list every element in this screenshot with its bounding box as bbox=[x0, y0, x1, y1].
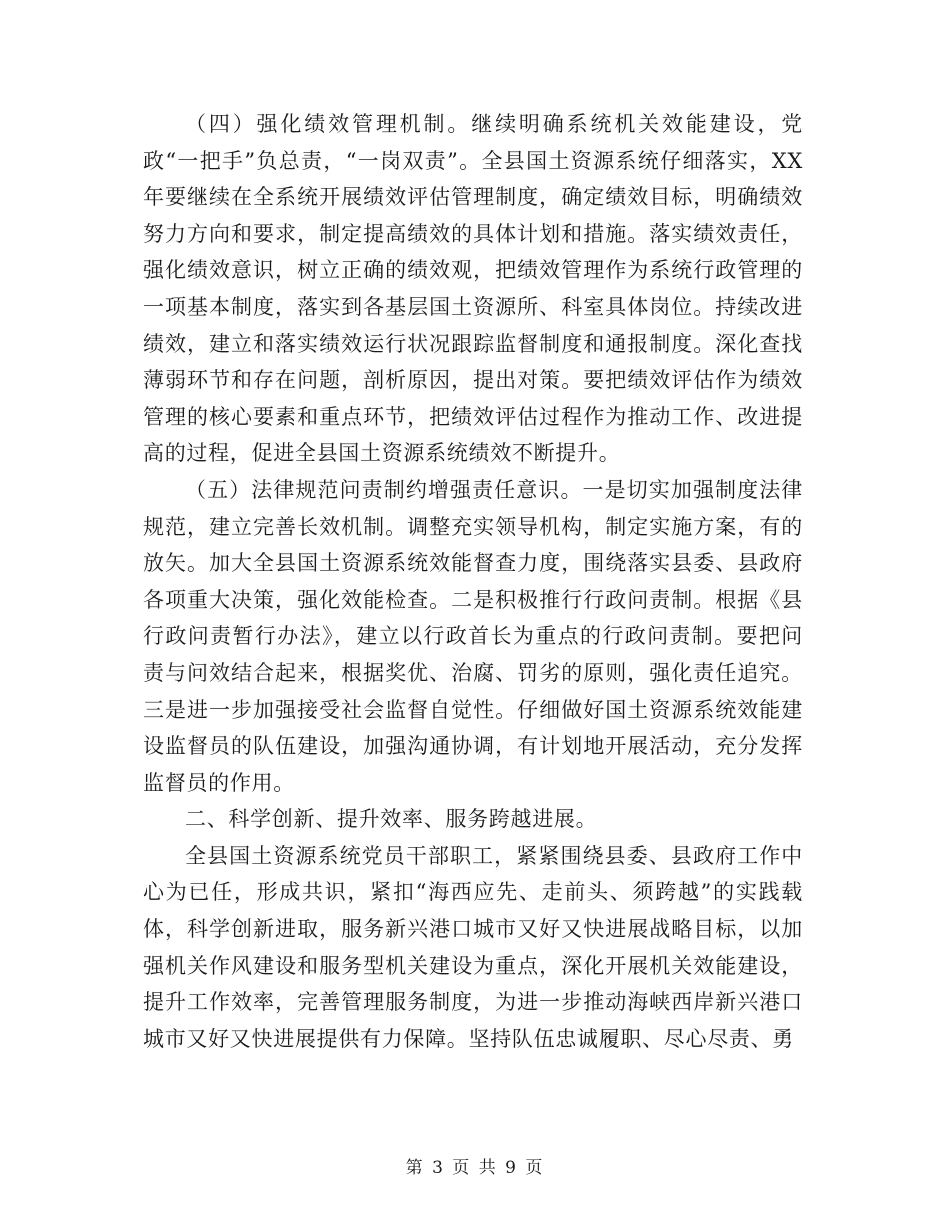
page-number-footer: 第 3 页 共 9 页 bbox=[405, 1158, 545, 1178]
paragraph-performance-management: （四）强化绩效管理机制。继续明确系统机关效能建设，党政“一把手”负总责，“一岗双责”。全县国土资源系统仔细落实，XX年要继续在全系统开展绩效评估管理制度，确定绩效目标，明确绩效努力方向和要求，制定提高绩效的具体计划和措施。落实绩效责任，强化绩效意识，树立正确的绩效观，把绩效管理作为系统行政管理的一项基本制度，落实到各基层国土资源所、科室具体岗位。持续改进绩效，建立和落实绩效运行状况跟踪监督制度和通报制度。深化查找薄弱环节和存在问题，剖析原因，提出对策。要把绩效评估作为绩效管理的核心要素和重点环节，把绩效评估过程作为推动工作、改进提高的过程，促进全县国土资源系统绩效不断提升。 bbox=[143, 112, 803, 466]
document-body bbox=[143, 106, 803, 1057]
paragraph-legal-accountability: （五）法律规范问责制约增强责任意识。一是切实加强制度法律规范，建立完善长效机制。调整充实领导机构，制定实施方案，有的放矢。加大全县国土资源系统效能督查力度，围绕落实县委、县政府各项重大决策，强化效能检查。二是积极推行行政问责制。根据《县行政问责暂行办法》，建立以行政首长为重点的行政问责制。要把问责与问效结合起来，根据奖优、治腐、罚劣的原则，强化责任追究。三是进一步加强接受社会监督自觉性。仔细做好国土资源系统效能建设监督员的队伍建设，加强沟通协调，有计划地开展活动，充分发挥监督员的作用。 bbox=[143, 477, 803, 795]
paragraph-county-staff: 全县国土资源系统党员干部职工，紧紧围绕县委、县政府工作中心为已任，形成共识，紧扣“海西应先、走前头、须跨越”的实践载体，科学创新进取，服务新兴港口城市又好又快进展战略目标，以加强机关作风建设和服务型机关建设为重点，深化开展机关效能建设，提升工作效率，完善管理服务制度，为进一步推动海峡西岸新兴港口城市又好又快进展提供有力保障。坚持队伍忠诚履职、尽心尽责、勇 bbox=[143, 843, 803, 1051]
section-heading-innovation: 二、科学创新、提升效率、服务跨越进展。 bbox=[185, 807, 598, 832]
